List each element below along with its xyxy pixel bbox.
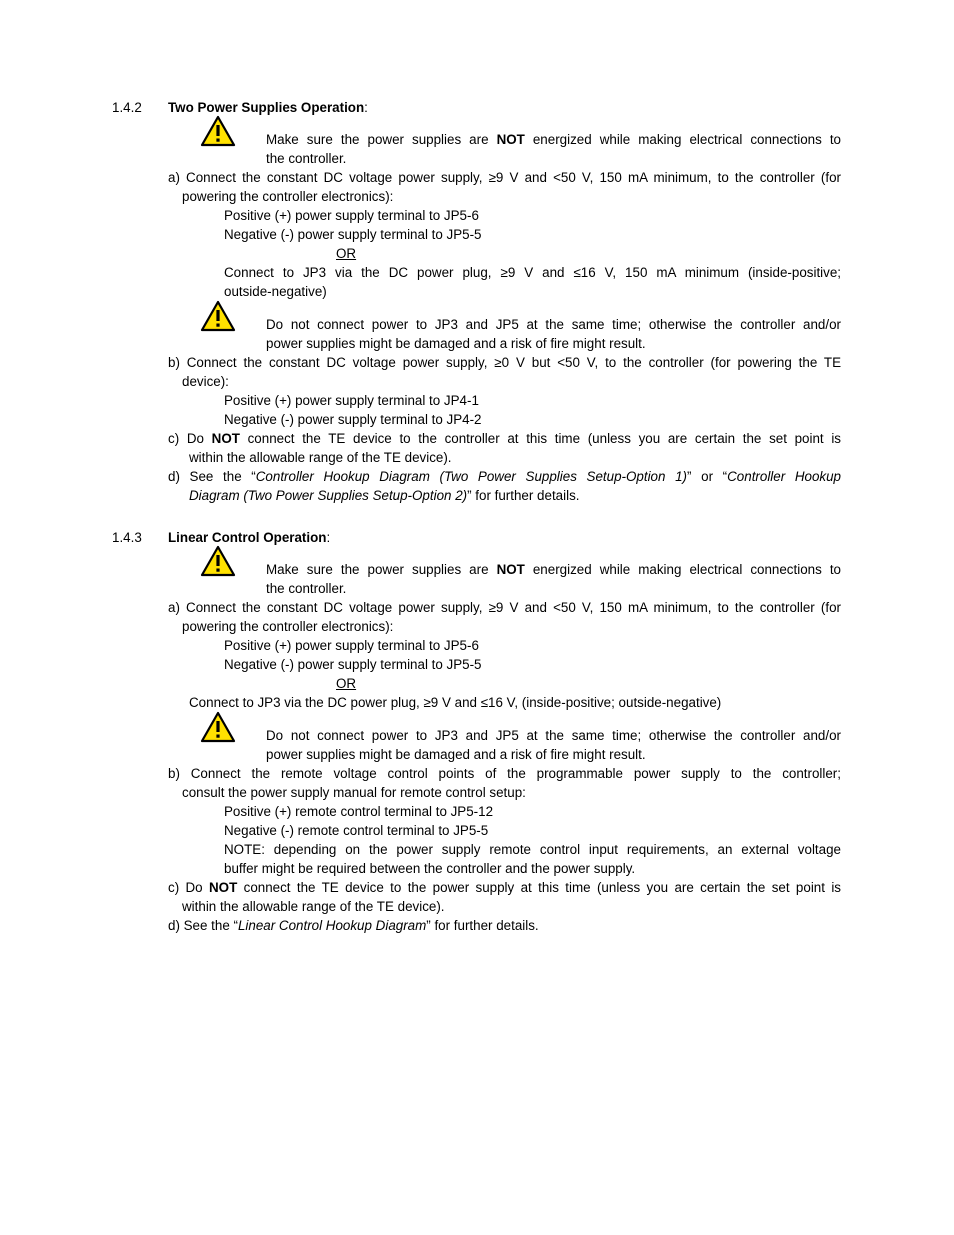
note-text: NOTE: depending on the power supply remote control input requirements, an external voltage — [224, 842, 841, 857]
warning-text: Do not connect power to JP3 and JP5 at the same time; otherwise the controller and/or — [266, 317, 841, 332]
warning-text: Do not connect power to JP3 and JP5 at the same time; otherwise the controller and/or — [266, 728, 841, 743]
step-c: within the allowable range of the TE device). — [189, 450, 452, 465]
terminal-negative: Negative (-) power supply terminal to JP4-2 — [224, 412, 482, 427]
step-a: a) Connect the constant DC voltage power supply, ≥9 V and <50 V, 150 mA minimum, to the controller (for — [168, 600, 841, 615]
warning-triangle-icon — [200, 300, 236, 332]
terminal-negative: Negative (-) power supply terminal to JP5-5 — [224, 227, 482, 242]
warning-text: Make sure the power supplies are NOT energized while making electrical connections to — [266, 562, 841, 577]
warning-text: the controller. — [266, 151, 347, 166]
section-heading: Two Power Supplies Operation: — [168, 100, 368, 115]
warning-triangle-icon — [200, 115, 236, 147]
warning-text: Make sure the power supplies are NOT energized while making electrical connections to — [266, 132, 841, 147]
step-c: c) Do NOT connect the TE device to the controller at this time (unless you are certain the set point is — [168, 431, 841, 446]
step-a: a) Connect the constant DC voltage power supply, ≥9 V and <50 V, 150 mA minimum, to the controller (for — [168, 170, 841, 185]
step-a: powering the controller electronics): — [182, 189, 394, 204]
step-c: c) Do NOT connect the TE device to the power supply at this time (unless you are certain the set point is — [168, 880, 841, 895]
step-b: b) Connect the constant DC voltage power supply, ≥0 V but <50 V, to the controller (for powering the TE — [168, 355, 841, 370]
jp3-option: Connect to JP3 via the DC power plug, ≥9 V and ≤16 V, (inside-positive; outside-negative) — [189, 695, 722, 710]
step-d: Diagram (Two Power Supplies Setup-Option 2)” for further details. — [189, 488, 580, 503]
terminal-positive: Positive (+) power supply terminal to JP5-6 — [224, 638, 479, 653]
jp3-option: outside-negative) — [224, 284, 327, 299]
terminal-negative: Negative (-) power supply terminal to JP5-5 — [224, 657, 482, 672]
step-a: powering the controller electronics): — [182, 619, 394, 634]
warning-text: power supplies might be damaged and a risk of fire might result. — [266, 747, 646, 762]
warning-triangle-icon — [200, 711, 236, 743]
step-b: consult the power supply manual for remote control setup: — [182, 785, 526, 800]
or-separator: OR — [336, 246, 357, 261]
terminal-positive: Positive (+) power supply terminal to JP4-1 — [224, 393, 479, 408]
terminal-positive: Positive (+) power supply terminal to JP5-6 — [224, 208, 479, 223]
or-separator: OR — [336, 676, 357, 691]
step-b: device): — [182, 374, 229, 389]
step-c: within the allowable range of the TE device). — [182, 899, 445, 914]
section-number: 1.4.3 — [112, 530, 142, 545]
jp3-option: Connect to JP3 via the DC power plug, ≥9 V and ≤16 V, 150 mA minimum (inside-positive; — [224, 265, 841, 280]
terminal-positive: Positive (+) remote control terminal to JP5-12 — [224, 804, 494, 819]
terminal-negative: Negative (-) remote control terminal to JP5-5 — [224, 823, 489, 838]
note-text: buffer might be required between the controller and the power supply. — [224, 861, 636, 876]
warning-text: the controller. — [266, 581, 347, 596]
section-number: 1.4.2 — [112, 100, 142, 115]
step-b: b) Connect the remote voltage control points of the programmable power supply to the controller; — [168, 766, 841, 781]
warning-triangle-icon — [200, 545, 236, 577]
section-heading: Linear Control Operation: — [168, 530, 331, 545]
section-title: Two Power Supplies Operation — [168, 100, 365, 115]
warning-text: power supplies might be damaged and a risk of fire might result. — [266, 336, 646, 351]
section-title: Linear Control Operation — [168, 530, 327, 545]
step-d: d) See the “Linear Control Hookup Diagram” for further details. — [168, 918, 539, 933]
step-d: d) See the “Controller Hookup Diagram (Two Power Supplies Setup-Option 1)” or “Controller Hookup — [168, 469, 841, 484]
